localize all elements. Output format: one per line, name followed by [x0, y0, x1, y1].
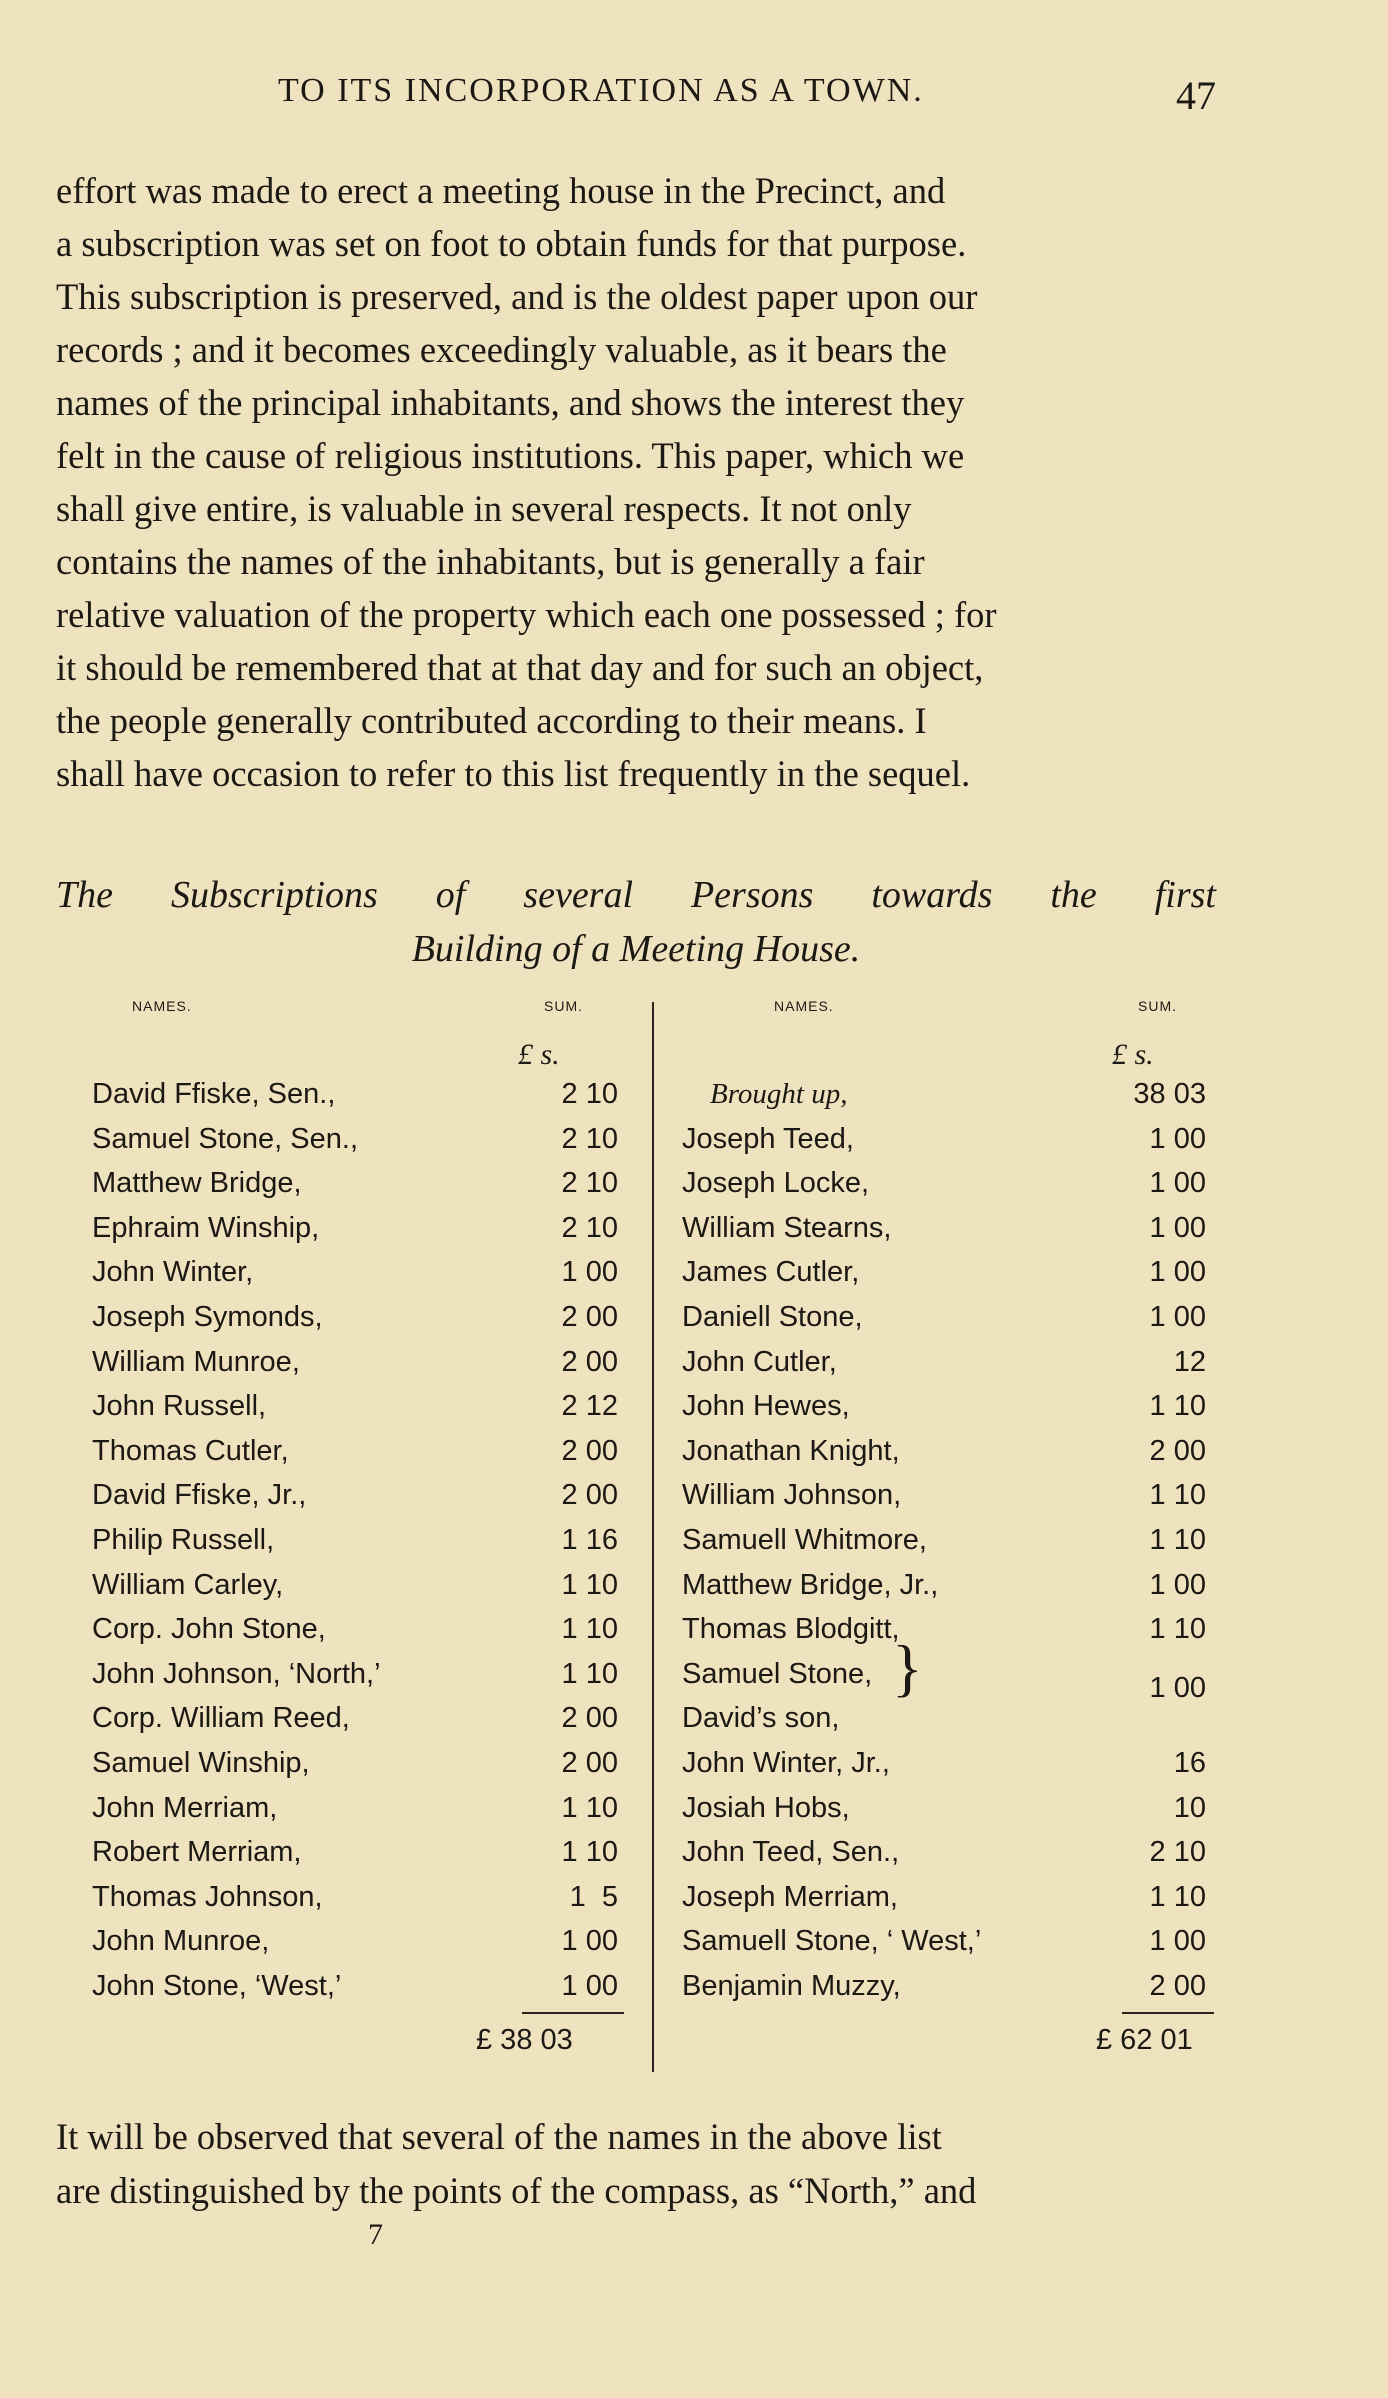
table-title	[56, 868, 1216, 976]
table-row	[682, 1792, 1214, 1836]
table-row	[682, 1836, 1214, 1880]
subscription-amount: 1 00	[561, 1925, 618, 1958]
subscription-amount: 1 00	[1149, 1568, 1206, 1601]
subscription-amount: 16	[1173, 1747, 1206, 1779]
subscriber-name: Samuel Stone, Sen.,	[92, 1122, 358, 1155]
subscription-amount: 2 00	[561, 1345, 618, 1378]
subscriber-name: Joseph Merriam,	[682, 1880, 898, 1913]
subscription-amount: 2 00	[1149, 1434, 1206, 1467]
body-line: are distinguished by the points of the compass, as “North,” and	[56, 2170, 977, 2211]
table-row	[92, 1569, 652, 1613]
subscription-table	[92, 998, 1214, 2068]
subscriber-name: Corp. William Reed,	[92, 1702, 350, 1735]
right-total: £ 62 01	[1096, 2024, 1193, 2056]
subscriber-name: Matthew Bridge, Jr.,	[682, 1568, 939, 1601]
subscription-amount: 38 03	[1133, 1078, 1206, 1110]
subscriber-name: John Munroe,	[92, 1925, 270, 1958]
table-row	[92, 1212, 652, 1256]
subscriber-name: John Stone, ‘West,’	[92, 1970, 342, 2002]
subscriber-name: Samuel Winship,	[92, 1747, 310, 1779]
subscriber-name: James Cutler,	[682, 1256, 860, 1289]
table-title-line-1: The Subscriptions of several Persons towards the first	[56, 874, 1216, 916]
table-row	[682, 1970, 1214, 2014]
table-row	[92, 1346, 652, 1390]
table-row	[682, 1569, 1214, 1613]
table-row	[682, 1301, 1214, 1345]
body-line: contains the names of the inhabitants, but is generally a fair	[56, 541, 925, 582]
subscription-amount: 2 10	[561, 1078, 618, 1110]
subscription-amount: 1 10	[561, 1613, 618, 1646]
body-line: names of the principal inhabitants, and shows the interest they	[56, 382, 965, 423]
subscriber-name: Samuell Whitmore,	[682, 1524, 927, 1556]
subscriber-name: Brought up,	[710, 1078, 848, 1110]
subscription-amount: 1 10	[1149, 1613, 1206, 1646]
table-row	[92, 1747, 652, 1791]
subscriber-name: John Teed, Sen.,	[682, 1836, 900, 1869]
subscription-amount: 1 10	[561, 1836, 618, 1869]
subscription-amount: 1 00	[1149, 1167, 1206, 1200]
subscriber-name: Daniell Stone,	[682, 1301, 863, 1333]
table-row	[92, 1167, 652, 1211]
subscriber-name: David Ffiske, Sen.,	[92, 1078, 336, 1110]
subscriber-name: Joseph Symonds,	[92, 1301, 323, 1333]
table-row	[682, 1078, 1214, 1122]
subscriber-name: David’s son,	[682, 1702, 840, 1735]
total-rule	[522, 2012, 624, 2014]
sum-column-header: SUM.	[544, 998, 583, 1014]
subscription-amount: 1 16	[561, 1524, 618, 1556]
body-line: it should be remembered that at that day and for such an object,	[56, 647, 984, 688]
table-title-line-2: Building of a Meeting House.	[411, 928, 861, 970]
table-row	[682, 1702, 1214, 1746]
subscriber-name: William Munroe,	[92, 1345, 300, 1378]
subscriber-name: Joseph Teed,	[682, 1122, 854, 1155]
subscription-amount: 1 00	[561, 1970, 618, 2002]
subscription-amount: 2 00	[1149, 1970, 1206, 2002]
subscriber-name: Robert Merriam,	[92, 1836, 302, 1869]
subscription-amount: 1 10	[1149, 1390, 1206, 1423]
subscription-amount: 1 00	[1149, 1122, 1206, 1155]
subscription-amount: 2 00	[561, 1702, 618, 1735]
table-row	[92, 1256, 652, 1300]
table-row	[92, 1792, 652, 1836]
table-row	[92, 1836, 652, 1880]
subscriber-name: William Stearns,	[682, 1211, 892, 1244]
subscription-amount: 2 00	[561, 1747, 618, 1779]
table-row	[682, 1747, 1214, 1791]
subscription-amount: 1 10	[561, 1657, 618, 1690]
subscription-amount: 2 10	[1149, 1836, 1206, 1869]
table-row	[682, 1346, 1214, 1390]
subscriber-name: Benjamin Muzzy,	[682, 1970, 901, 2002]
body-line: This subscription is preserved, and is the oldest paper upon our	[56, 276, 978, 317]
running-header	[96, 72, 1216, 132]
subscriber-name: John Winter, Jr.,	[682, 1747, 890, 1779]
subscriber-name: Josiah Hobs,	[682, 1791, 850, 1824]
subscription-amount: 2 10	[561, 1211, 618, 1244]
subscriber-name: Samuell Stone, ‘ West,’	[682, 1925, 982, 1958]
table-row	[92, 1123, 652, 1167]
subscriber-name: John Johnson, ‘North,’	[92, 1657, 381, 1690]
subscriber-name: John Hewes,	[682, 1390, 850, 1423]
names-column-header: NAMES.	[774, 998, 834, 1014]
subscription-amount: 2 00	[561, 1434, 618, 1467]
subscription-amount: 1 10	[1149, 1479, 1206, 1512]
table-row	[92, 1524, 652, 1568]
subscriber-name: Thomas Blodgitt,	[682, 1613, 900, 1646]
table-row	[92, 1613, 652, 1657]
subscription-amount: 1 00	[1149, 1301, 1206, 1333]
subscriber-name: William Carley,	[92, 1568, 284, 1601]
body-line: records ; and it becomes exceedingly valuable, as it bears the	[56, 329, 947, 370]
subscriber-name: Thomas Cutler,	[92, 1434, 289, 1467]
subscriber-name: Joseph Locke,	[682, 1167, 870, 1200]
subscription-amount: 2 10	[561, 1122, 618, 1155]
subscriber-name: Samuel Stone,	[682, 1657, 873, 1690]
subscription-amount: 1 10	[561, 1568, 618, 1601]
subscriber-name: John Cutler,	[682, 1345, 837, 1378]
subscription-amount: 1 10	[561, 1791, 618, 1824]
table-row	[92, 1301, 652, 1345]
total-rule	[1122, 2012, 1214, 2014]
table-row	[92, 1658, 652, 1702]
bracket-icon: }	[892, 1632, 923, 1703]
names-column-header: NAMES.	[132, 998, 192, 1014]
body-line: the people generally contributed according to their means. I	[56, 700, 927, 741]
table-row	[92, 1435, 652, 1479]
subscription-amount: 1 00	[1149, 1211, 1206, 1244]
table-row	[682, 1167, 1214, 1211]
subscription-amount: 1 00	[1149, 1256, 1206, 1289]
table-row	[682, 1479, 1214, 1523]
running-head: TO ITS INCORPORATION AS A TOWN.	[278, 72, 924, 109]
table-row	[92, 1881, 652, 1925]
table-row	[682, 1256, 1214, 1300]
body-line: effort was made to erect a meeting house in the Precinct, and	[56, 170, 946, 211]
table-row	[92, 1390, 652, 1434]
subscription-amount: 2 10	[561, 1167, 618, 1200]
currency-header: £ s.	[1112, 1038, 1154, 1071]
subscriber-name: John Winter,	[92, 1256, 254, 1289]
subscription-amount: 2 00	[561, 1479, 618, 1512]
body-line: a subscription was set on foot to obtain funds for that purpose.	[56, 223, 967, 264]
table-row	[92, 1078, 652, 1122]
table-row	[92, 1702, 652, 1746]
subscriber-name: David Ffiske, Jr.,	[92, 1479, 307, 1512]
subscription-amount: 1 00	[561, 1256, 618, 1289]
subscriber-name: Corp. John Stone,	[92, 1613, 326, 1646]
body-line: shall give entire, is valuable in several respects. It not only	[56, 488, 912, 529]
body-line: relative valuation of the property which each one possessed ; for	[56, 594, 997, 635]
table-row	[682, 1390, 1214, 1434]
table-row	[682, 1925, 1214, 1969]
table-row	[682, 1613, 1214, 1657]
column-divider	[652, 1002, 654, 2072]
table-row	[92, 1970, 652, 2014]
subscriber-name: William Johnson,	[682, 1479, 902, 1512]
subscription-amount: 12	[1173, 1345, 1206, 1378]
subscription-amount: 1 5	[569, 1880, 618, 1913]
page-number: 47	[1176, 73, 1216, 118]
body-line: It will be observed that several of the names in the above list	[56, 2116, 942, 2157]
signature-mark: 7	[368, 2218, 383, 2251]
table-row	[682, 1435, 1214, 1479]
table-row	[682, 1212, 1214, 1256]
subscriber-name: Matthew Bridge,	[92, 1167, 302, 1200]
subscriber-name: Jonathan Knight,	[682, 1434, 900, 1467]
closing-paragraph	[56, 2110, 1216, 2218]
subscription-amount: 10	[1173, 1791, 1206, 1824]
subscription-amount: 2 12	[561, 1390, 618, 1423]
subscriber-name: Thomas Johnson,	[92, 1880, 323, 1913]
table-row	[682, 1123, 1214, 1167]
body-line: felt in the cause of religious institutions. This paper, which we	[56, 435, 965, 476]
sum-column-header: SUM.	[1138, 998, 1177, 1014]
subscriber-name: John Russell,	[92, 1390, 267, 1423]
subscription-amount: 1 00	[1149, 1925, 1206, 1958]
left-total: £ 38 03	[476, 2024, 573, 2056]
subscriber-name: Ephraim Winship,	[92, 1211, 320, 1244]
subscription-amount: 1 10	[1149, 1880, 1206, 1913]
table-row	[92, 1925, 652, 1969]
subscriber-name: John Merriam,	[92, 1791, 278, 1824]
subscription-amount: 1 10	[1149, 1524, 1206, 1556]
subscriber-name: Philip Russell,	[92, 1524, 275, 1556]
subscription-amount: 2 00	[561, 1301, 618, 1333]
bracket-amount: 1 00	[1149, 1672, 1206, 1704]
body-line: shall have occasion to refer to this list frequently in the sequel.	[56, 753, 971, 794]
table-row	[682, 1524, 1214, 1568]
body-paragraph	[56, 164, 1216, 800]
currency-header: £ s.	[518, 1038, 560, 1071]
table-row	[682, 1881, 1214, 1925]
table-row	[92, 1479, 652, 1523]
